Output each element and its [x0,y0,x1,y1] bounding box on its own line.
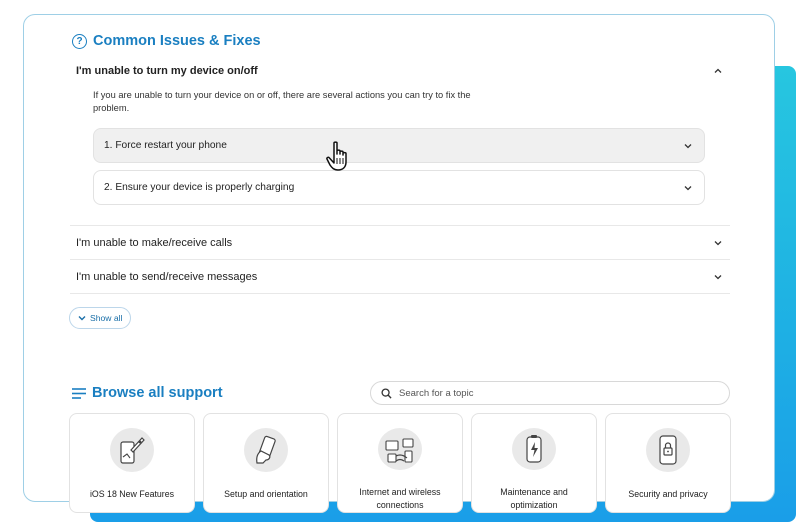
rocket-phone-icon [110,428,154,472]
accordion-question: I'm unable to turn my device on/off [76,65,258,77]
show-all-button[interactable] [69,307,131,329]
phone-lock-icon [646,428,690,472]
browse-heading [72,385,223,401]
tile-label: Maintenance and optimization [500,487,568,510]
accordion-question: I'm unable to make/receive calls [76,237,233,249]
search-icon [381,388,392,399]
support-tiles [69,413,731,513]
step-ensure-charging[interactable] [93,170,705,205]
tile-label: Internet and wireless connections [359,487,441,510]
battery-charge-icon [512,428,556,470]
list-icon [72,388,86,399]
divider [70,293,730,294]
support-card [23,14,775,510]
accordion-question: I'm unable to send/receive messages [76,271,258,283]
chevron-up-icon[interactable] [712,65,724,77]
topic-search[interactable] [370,381,730,405]
tile-label: Setup and orientation [224,489,308,499]
chevron-down-icon [78,314,86,322]
step-label: 2. Ensure your device is properly charging [104,182,295,193]
tile-setup-orientation[interactable] [203,413,329,513]
common-issues-title: Common Issues & Fixes [93,33,261,49]
hand-phone-icon [244,428,288,472]
step-label: 1. Force restart your phone [104,140,227,151]
accordion-item-messages[interactable] [70,260,730,294]
tile-internet-wireless[interactable] [337,413,463,513]
browse-title: Browse all support [92,385,223,401]
tile-label: Security and privacy [628,489,708,499]
accordion-item-device-onoff[interactable] [70,54,730,88]
question-circle-icon: ? [72,34,87,49]
tile-security-privacy[interactable] [605,413,731,513]
tile-maintenance-optimization[interactable] [471,413,597,513]
common-issues-heading [72,33,261,49]
tile-label: iOS 18 New Features [89,489,175,499]
chevron-down-icon[interactable] [682,140,694,152]
chevron-down-icon[interactable] [712,237,724,249]
search-input[interactable] [399,388,719,399]
chevron-down-icon[interactable] [712,271,724,283]
devices-wifi-icon [378,428,422,470]
step-force-restart[interactable] [93,128,705,163]
accordion-answer: If you are unable to turn your device on or off, there are several actions you can try to fix the problem. [93,90,471,113]
show-all-label: Show all [90,313,123,323]
tile-ios18-features[interactable] [69,413,195,513]
accordion-item-calls[interactable] [70,226,730,260]
chevron-down-icon[interactable] [682,182,694,194]
